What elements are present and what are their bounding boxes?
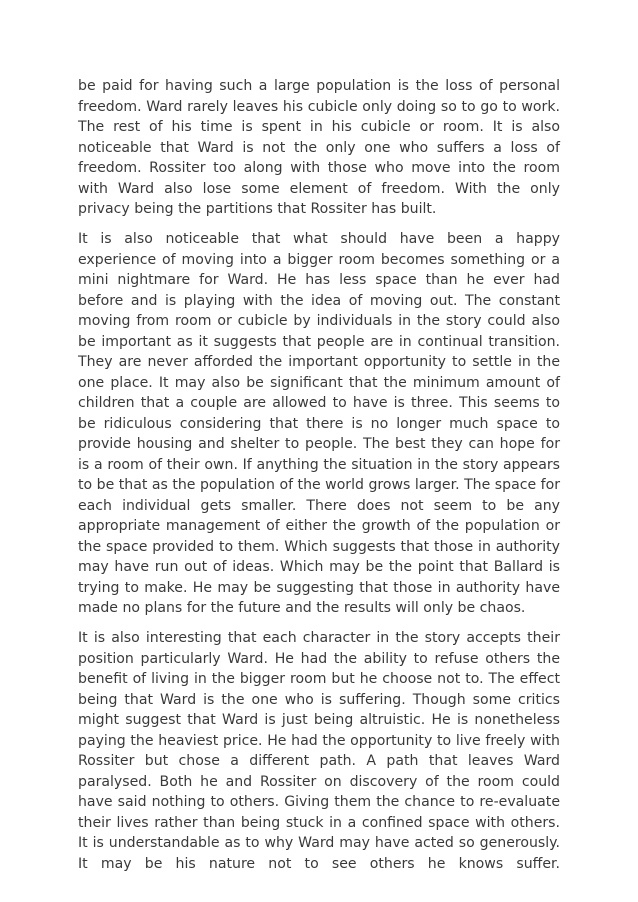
paragraph-1: be paid for having such a large population is the loss of personal freedom. Ward rarely leaves his cubicle only doing so to go to work. The rest of his time is spent in his cubicle or room. It is also noticeable that Ward is not the only one who suffers a loss of freedom. Rossiter too along with those who move into the room with Ward also lose some element of freedom. With the only privacy being the partitions that Rossiter has built. <box>78 78 560 217</box>
paragraph-2: It is also noticeable that what should have been a happy experience of moving into a bigger room becomes something or a mini nightmare for Ward. He has less space than he ever had before and is playing with the idea of moving out. The constant moving from room or cubicle by individuals in the story could also be important as it suggests that people are in continual transition. They are never afforded the important opportunity to settle in the one place. It may also be significant that the minimum amount of children that a couple are allowed to have is three. This seems to be ridiculous considering that there is no longer much space to provide housing and shelter to people. The best they can hope for is a room of their own. If anything the situation in the story appears to be that as the population of the world grows larger. The space for each individual gets smaller. There does not seem to be any appropriate management of either the growth of the population or the space provided to them. Which suggests that those in authority may have run out of ideas. Which may be the point that Ballard is trying to make. He may be suggesting that those in authority have made no plans for the future and the results will only be chaos. <box>78 231 560 616</box>
paragraph-3: It is also interesting that each character in the story accepts their position particularly Ward. He had the ability to refuse others the benefit of living in the bigger room but he choose not to. The effect being that Ward is the one who is suffering. Though some critics might suggest that Ward is just being altruistic. He is nonetheless paying the heaviest price. He had the opportunity to live freely with Rossiter but chose a different path. A path that leaves Ward paralysed. Both he and Rossiter on discovery of the room could have said nothing to others. Giving them the chance to re-evaluate their lives rather than being stuck in a confined space with others. It is understandable as to why Ward may have acted so generously. It may be his nature not to see others he knows suffer. <box>78 630 560 872</box>
document-page <box>78 76 560 884</box>
